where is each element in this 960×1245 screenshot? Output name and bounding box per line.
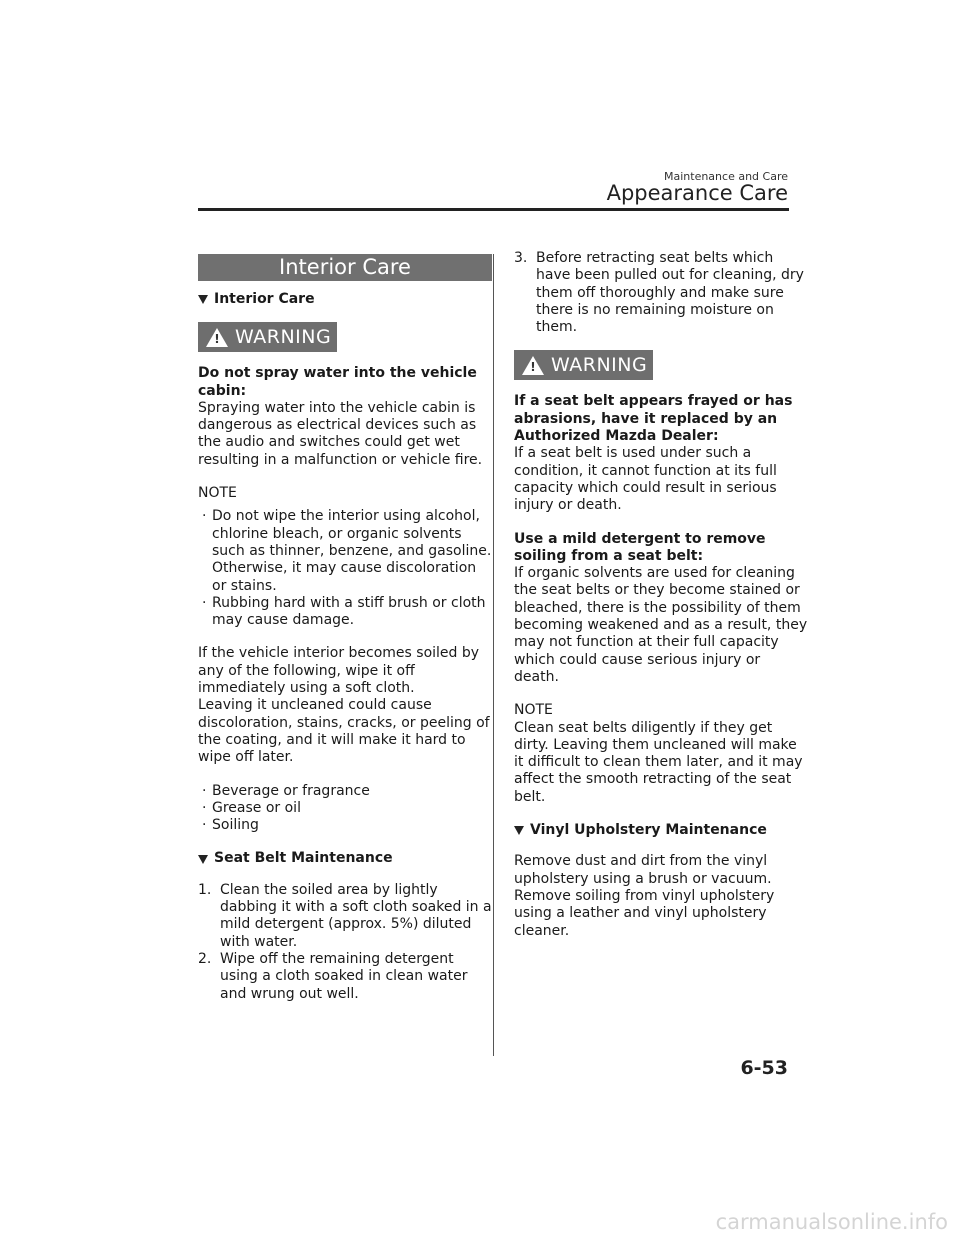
triangle-down-icon [514,826,524,835]
section-banner: Interior Care [198,254,492,281]
warning-badge [514,350,653,380]
subheading-text: Vinyl Upholstery Maintenance [530,822,767,839]
paragraph-text: Remove dust and dirt from the vinyl upholstery using a brush or vacuum. [514,853,772,887]
warning-triangle-icon: ! [522,356,544,375]
note-item: · Rubbing hard with a stiff brush or cloth may cause damage. [198,595,492,630]
warning-triangle-icon: ! [206,328,228,347]
warning-text: Spraying water into the vehicle cabin is dangerous as electrical devices such as the audio and switches could get wet resulting in a malfunction or vehicle fire. [198,399,483,468]
subheading-text: Interior Care [214,291,315,307]
warning-text: If a seat belt is used under such a condition, it cannot function at its full capacity which could result in serious injury or death. [514,445,777,514]
note-text: Clean seat belts diligently if they get dirty. Leaving them uncleaned will make it difficult to clean them later, and it may affect the smooth retracting of the seat belt. [514,719,803,805]
paragraph-text: If the vehicle interior becomes soiled by any of the following, wipe it off immediately using a soft cloth. [198,645,480,697]
note-block [514,702,808,806]
note-list [198,508,492,629]
warning-text: If organic solvents are used for cleaning the seat belts or they become stained or bleached, there is the possibility of them becoming weakened and as a result, they may not function at their full capacity which could cause serious injury or death. [514,565,808,685]
subheading-seat-belt [198,850,492,867]
step-text: Before retracting seat belts which have been pulled out for cleaning, dry them off thoroughly and make sure there is no remaining moisture on them. [536,250,804,336]
note-item: · Do not wipe the interior using alcohol, chlorine bleach, or organic solvents such as thinner, benzene, and gasoline. Otherwise, it may cause discoloration or stains. [198,508,492,594]
paragraph-text: Leaving it uncleaned could cause discoloration, stains, cracks, or peeling of the coating, and it will make it hard to wipe off later. [198,697,490,766]
subheading-text: Seat Belt Maintenance [214,850,393,867]
warning-heading: Use a mild detergent to remove soiling from a seat belt: [514,530,766,564]
right-column [514,250,808,956]
triangle-down-icon [198,855,208,864]
paragraph-vinyl [514,853,808,939]
column-divider [493,254,494,1056]
triangle-down-icon [198,295,208,304]
header-rule [198,208,789,211]
subheading-interior-care [198,291,492,308]
watermark: carmanualsonline.info [715,1210,948,1234]
note-label: NOTE [198,485,237,502]
warning-heading: If a seat belt appears frayed or has abrasions, have it replaced by an Authorized Mazda Dealer: [514,393,793,445]
warning-block [198,365,492,469]
subheading-vinyl [514,822,808,839]
section-label: Maintenance and Care [664,170,788,183]
page-title: Appearance Care [606,181,788,205]
warning-block [514,393,808,514]
paragraph-soiled [198,645,492,766]
note-label: NOTE [514,702,553,719]
step-item [198,882,492,951]
warning-label: WARNING [235,325,332,348]
step-item [198,951,492,1003]
warning-block [514,531,808,687]
step-number: 2. [198,950,212,967]
paragraph-text: Remove soiling from vinyl upholstery using a leather and vinyl upholstery cleaner. [514,887,775,939]
step-number: 3. [514,250,528,266]
steps-list [198,882,492,1003]
list-item: · Soiling [198,817,492,834]
left-column [198,254,492,1017]
soil-list [198,783,492,835]
steps-list-continued [514,250,808,336]
step-text: Clean the soiled area by lightly dabbing it with a soft cloth soaked in a mild detergent (approx. 5%) diluted with water. [220,881,492,950]
step-item [514,250,808,336]
page-number: 6-53 [740,1057,788,1079]
warning-heading: Do not spray water into the vehicle cabin: [198,365,477,399]
list-item: · Beverage or fragrance [198,783,492,800]
list-item: · Grease or oil [198,800,492,817]
warning-badge [198,322,337,352]
step-number: 1. [198,881,212,898]
step-text: Wipe off the remaining detergent using a cloth soaked in clean water and wrung out well. [220,950,468,1002]
warning-label: WARNING [551,353,648,376]
